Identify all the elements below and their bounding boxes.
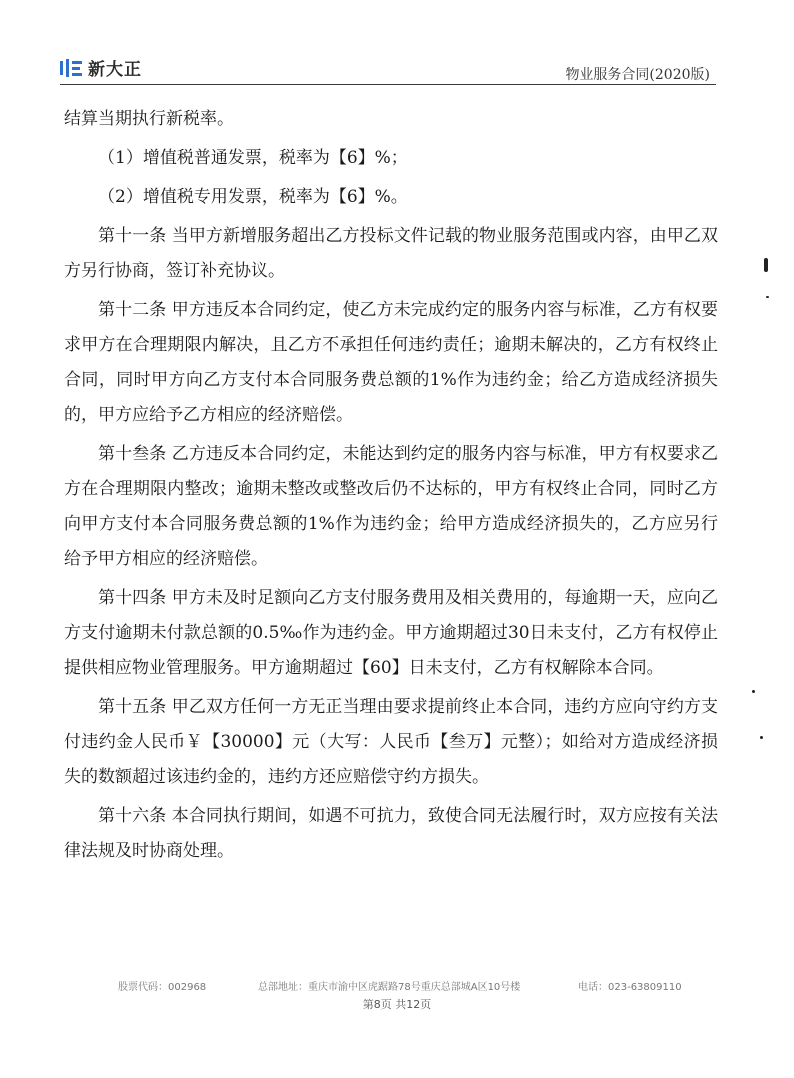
paragraph: （1）增值税普通发票，税率为【6】%；: [98, 148, 408, 168]
contract-body: [64, 102, 718, 873]
company-logo: [60, 55, 142, 80]
paragraph: 第十一条 当甲方新增服务超出乙方投标文件记载的物业服务范围或内容，由甲乙双方另行协商，签订补充协议。: [64, 226, 718, 281]
stock-code: 股票代码：002968: [118, 982, 207, 993]
company-address: 总部地址：重庆市渝中区虎踞路78号重庆总部城A区10号楼: [258, 982, 521, 993]
scan-speck: [760, 736, 763, 739]
paragraph: 第十六条 本合同执行期间，如遇不可抗力，致使合同无法履行时，双方应按有关法律法规及时协商处理。: [64, 806, 718, 861]
document-title: 物业服务合同(2020版): [565, 67, 710, 83]
paragraph: 第十四条 甲方未及时足额向乙方支付服务费用及相关费用的，每逾期一天，应向乙方支付逾期未付款总额的0.5‰作为违约金。甲方逾期超过30日未支付，乙方有权停止提供相应物业管理服务。甲方逾期超过【60】日未支付，乙方有权解除本合同。: [64, 588, 718, 678]
paragraph: 第十叁条 乙方违反本合同约定，未能达到约定的服务内容与标准，甲方有权要求乙方在合理期限内整改；逾期未整改或整改后仍不达标的，甲方有权终止合同，同时乙方向甲方支付本合同服务费总额的1%作为违约金；给甲方造成经济损失的，乙方应另行给予甲方相应的经济赔偿。: [64, 444, 718, 569]
page-number: 第8页 共12页: [362, 998, 432, 1011]
paragraph: （2）增值税专用发票，税率为【6】%。: [98, 187, 408, 207]
page-header: [60, 50, 716, 85]
paragraph: 第十五条 甲乙双方任何一方无正当理由要求提前终止本合同，违约方应向守约方支付违约金人民币￥【30000】元（大写：人民币【叁万】元整）；如给对方造成经济损失的数额超过该违约金的，违约方还应赔偿守约方损失。: [64, 697, 718, 787]
scan-speck: [766, 296, 769, 298]
logo-text: 新大正: [88, 60, 142, 80]
company-phone: 电话：023-63809110: [578, 982, 682, 993]
logo-icon: [60, 57, 82, 79]
scan-speck: [752, 690, 755, 693]
paragraph: 第十二条 甲方违反本合同约定，使乙方未完成约定的服务内容与标准，乙方有权要求甲方在合理期限内解决，且乙方不承担任何违约责任；逾期未解决的，乙方有权终止合同，同时甲方向乙方支付本合同服务费总额的1%作为违约金；给乙方造成经济损失的，甲方应给予乙方相应的经济赔偿。: [64, 300, 718, 425]
scan-speck: [764, 258, 768, 272]
paragraph: 结算当期执行新税率。: [64, 109, 234, 129]
